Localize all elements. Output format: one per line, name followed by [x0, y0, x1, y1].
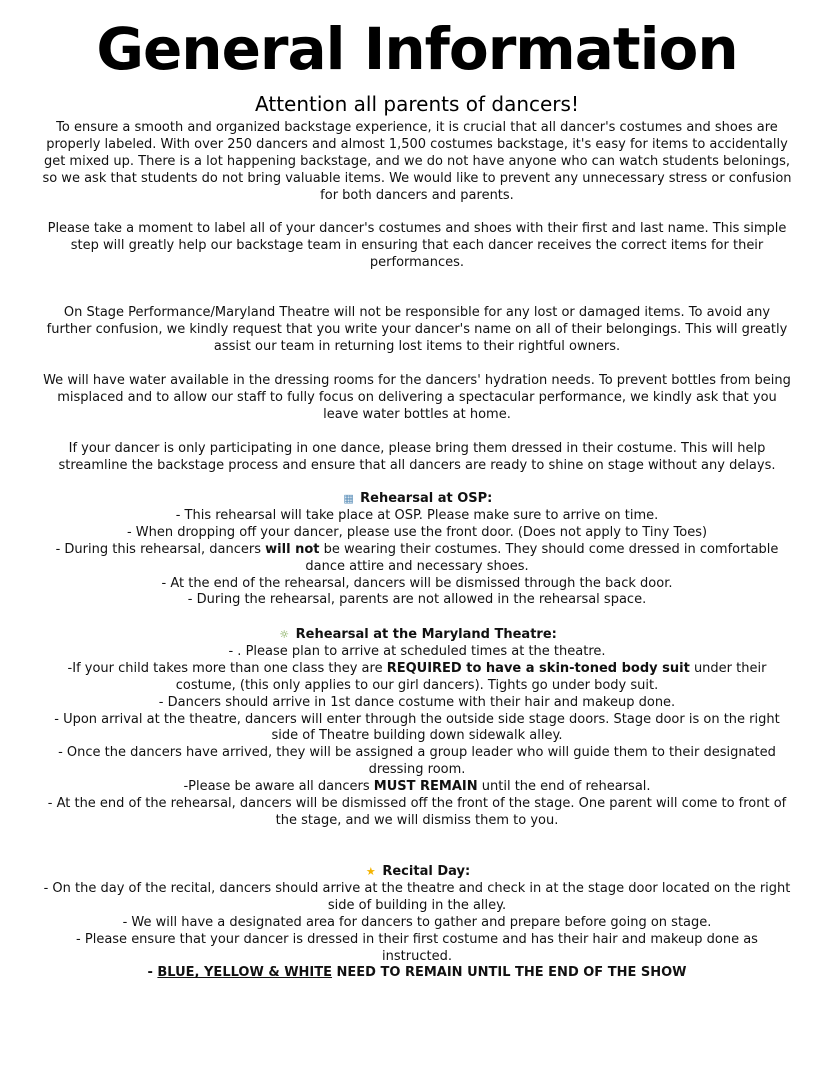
emphasis-text: MUST REMAIN [373, 779, 478, 795]
hospital-icon: ▦ [343, 492, 354, 505]
costume-section [40, 441, 794, 475]
final-prefix: - [147, 965, 158, 981]
masks-icon: ☼ [279, 628, 290, 641]
water-section [40, 373, 794, 424]
page-subtitle: Attention all parents of dancers! [255, 92, 579, 116]
theatre-rehearsal-section [40, 627, 794, 830]
list-item [40, 661, 794, 695]
list-item: - At the end of the rehearsal, dancers will be dismissed through the back door. [161, 575, 673, 591]
intro-paragraph: Please take a moment to label all of your dancer's costumes and shoes with their first and last name. This simple step will greatly help our backstage team in ensuring that each dancer receives the correct items for their performances. [47, 221, 787, 270]
recital-day-section [40, 864, 794, 982]
theatre-heading-text: Rehearsal at the Maryland Theatre: [295, 627, 557, 642]
intro-section [40, 120, 794, 205]
recital-heading [40, 864, 794, 881]
final-notice [40, 965, 794, 982]
osp-rehearsal-section [40, 491, 794, 609]
list-item-text: under their costume, (this only applies to our girl dancers). Tights go under body suit. [175, 660, 767, 693]
list-item [40, 542, 794, 576]
emphasis-text: REQUIRED to have a skin-toned body suit [386, 660, 690, 676]
list-item: - At the end of the rehearsal, dancers will be dismissed off the front of the stage. One parent will come to front of the stage, and we will dismiss them to you. [47, 796, 787, 828]
star-icon: ★ [365, 865, 376, 878]
emphasis-text: will not [265, 541, 320, 557]
intro-paragraph: To ensure a smooth and organized backstage experience, it is crucial that all dancer's costumes and shoes are properly labeled. With over 250 dancers and almost 1,500 costumes backstage, it's easy for items to accidentally get mixed up. There is a lot happening backstage, and we do not have anyone who can watch students belonings, so we ask that students do not bring valuable items. We would like to prevent any unnecessary stress or confusion for both dancers and parents. [42, 120, 792, 203]
list-item: - When dropping off your dancer, please use the front door. (Does not apply to Tiny Toes) [126, 524, 708, 540]
label-section [40, 221, 794, 272]
list-item: - This rehearsal will take place at OSP. Please make sure to arrive on time. [175, 507, 659, 523]
policy-paragraph: On Stage Performance/Maryland Theatre will not be responsible for any lost or damaged items. To avoid any further confusion, we kindly request that you write your dancer's name on all of their belongings. This will greatly assist our team in returning lost items to their rightful owners. [46, 305, 788, 354]
page-title: General Information [96, 15, 738, 83]
list-item-text: -Please be aware all dancers [183, 779, 374, 795]
list-item-text: - During this rehearsal, dancers [55, 541, 266, 557]
theatre-heading [40, 627, 794, 644]
list-item [40, 779, 794, 796]
recital-heading-text: Recital Day: [382, 864, 471, 879]
list-item-text: be wearing their costumes. They should come dressed in comfortable dance attire and necessary shoes. [305, 541, 779, 574]
list-item: - Please ensure that your dancer is dressed in their first costume and has their hair and makeup done as instructed. [76, 931, 758, 964]
list-item: - During the rehearsal, parents are not allowed in the rehearsal space. [187, 592, 647, 608]
osp-heading-text: Rehearsal at OSP: [360, 491, 493, 506]
list-item: - We will have a designated area for dancers to gather and prepare before going on stage. [122, 914, 712, 930]
policy-section [40, 305, 794, 356]
list-item: - . Please plan to arrive at scheduled times at the theatre. [228, 643, 606, 659]
list-item: - On the day of the recital, dancers should arrive at the theatre and check in at the stage door located on the right side of building in the alley. [43, 880, 791, 913]
list-item: - Once the dancers have arrived, they will be assigned a group leader who will guide them to their designated dressing room. [58, 745, 776, 778]
final-colors: BLUE, YELLOW & WHITE [157, 965, 333, 981]
list-item-text: -If your child takes more than one class they are [67, 660, 387, 676]
list-item-text: until the end of rehearsal. [477, 779, 651, 795]
policy-paragraph: We will have water available in the dressing rooms for the dancers' hydration needs. To prevent bottles from being misplaced and to allow our staff to fully focus on delivering a spectacular performance, we kindly ask that you leave water bottles at home. [43, 373, 791, 422]
policy-paragraph: If your dancer is only participating in one dance, please bring them dressed in their costume. This will help streamline the backstage process and ensure that all dancers are ready to shine on stage without any delays. [58, 441, 776, 473]
osp-heading [40, 491, 794, 508]
list-item: - Upon arrival at the theatre, dancers will enter through the outside side stage doors. Stage door is on the right side of Theatre building down sidewalk alley. [54, 711, 780, 744]
final-rest: NEED TO REMAIN UNTIL THE END OF THE SHOW [332, 965, 687, 981]
list-item: - Dancers should arrive in 1st dance costume with their hair and makeup done. [158, 694, 676, 710]
